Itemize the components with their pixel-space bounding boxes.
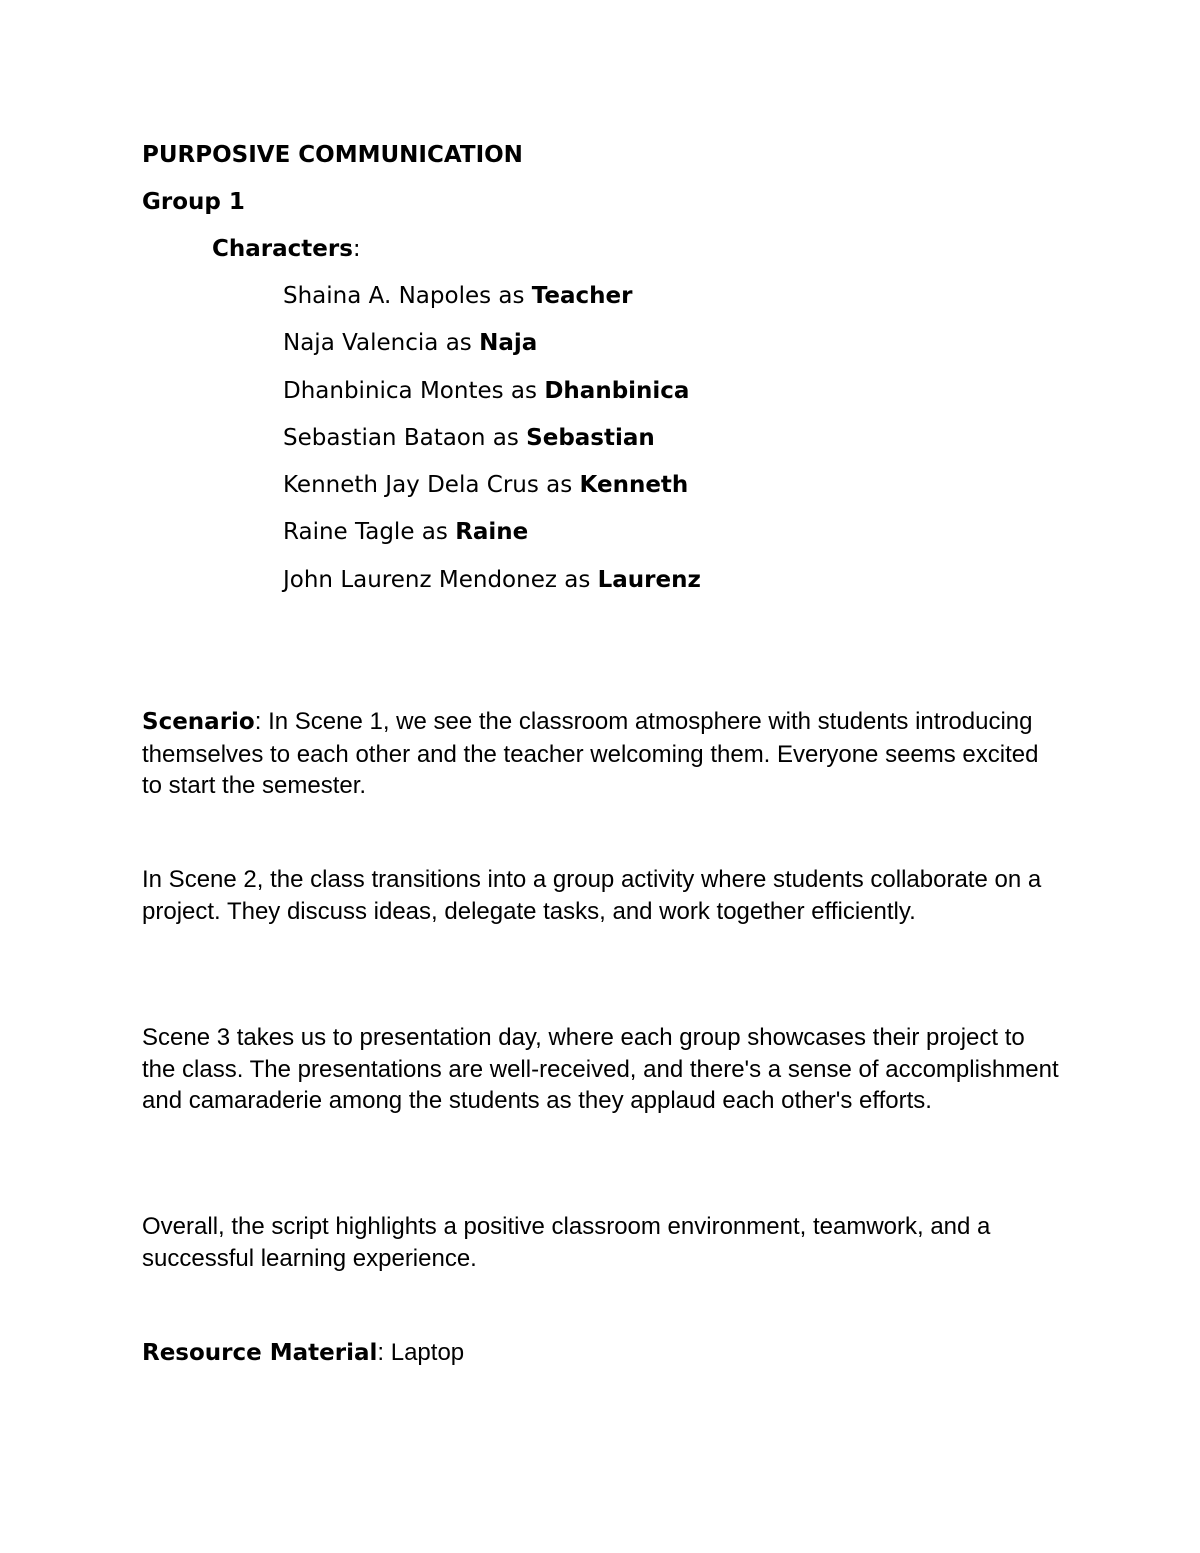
cast-connector: as xyxy=(556,566,598,593)
cast-connector: as xyxy=(538,472,580,499)
scene2-paragraph: In Scene 2, the class transitions into a group activity where students collaborate on a project. They discuss ideas, delegate tasks, and work together efficiently. xyxy=(142,866,1042,925)
cast-connector: as xyxy=(485,424,527,451)
overall-paragraph: Overall, the script highlights a positive classroom environment, teamwork, and a successful learning experience. xyxy=(142,1213,991,1272)
cast-connector: as xyxy=(438,330,480,357)
cast-actor: Kenneth Jay Dela Crus xyxy=(283,472,539,499)
cast-actor: Shaina A. Napoles xyxy=(283,283,492,309)
cast-connector: as xyxy=(414,519,456,546)
scene3-paragraph: Scene 3 takes us to presentation day, where each group showcases their project to the class. The presentations are well-received, and there's a sense of accomplishment and camaraderie among the students as they applaud each other's efforts. xyxy=(142,1024,1059,1114)
cast-item xyxy=(283,566,701,613)
cast-item xyxy=(283,329,701,376)
cast-role: Sebastian xyxy=(526,424,655,451)
cast-role: Teacher xyxy=(531,283,633,309)
scenario-label: Scenario xyxy=(142,709,255,735)
scenario-text: : In Scene 1, we see the classroom atmosphere with students introducing themselves to each other and the teacher welcoming them. Everyone seems excited to start the semester. xyxy=(142,708,1039,799)
cast-item xyxy=(283,518,701,565)
cast-item xyxy=(283,377,701,424)
cast-role: Naja xyxy=(479,330,538,357)
document-title: PURPOSIVE COMMUNICATION xyxy=(142,142,523,168)
resource-text: : Laptop xyxy=(377,1339,465,1366)
characters-label: Characters xyxy=(212,236,353,262)
cast-list xyxy=(283,282,701,613)
resource-label: Resource Material xyxy=(142,1340,378,1366)
cast-role: Kenneth xyxy=(579,472,689,499)
characters-colon: : xyxy=(352,236,361,262)
cast-actor: John Laurenz Mendonez xyxy=(283,566,557,593)
cast-item xyxy=(283,282,701,329)
cast-role: Dhanbinica xyxy=(544,377,690,404)
scenario-paragraph xyxy=(142,706,1062,802)
characters-heading xyxy=(212,235,361,263)
group-label: Group 1 xyxy=(142,189,245,215)
cast-actor: Sebastian Bataon xyxy=(283,424,486,451)
cast-connector: as xyxy=(503,377,545,404)
cast-role: Laurenz xyxy=(597,566,701,593)
cast-item xyxy=(283,471,701,518)
resource-paragraph xyxy=(142,1337,1062,1370)
cast-connector: as xyxy=(491,283,532,309)
cast-actor: Naja Valencia xyxy=(283,330,439,357)
cast-actor: Raine Tagle xyxy=(283,519,415,546)
cast-actor: Dhanbinica Montes xyxy=(283,377,504,404)
cast-role: Raine xyxy=(455,519,529,546)
cast-item xyxy=(283,424,701,471)
